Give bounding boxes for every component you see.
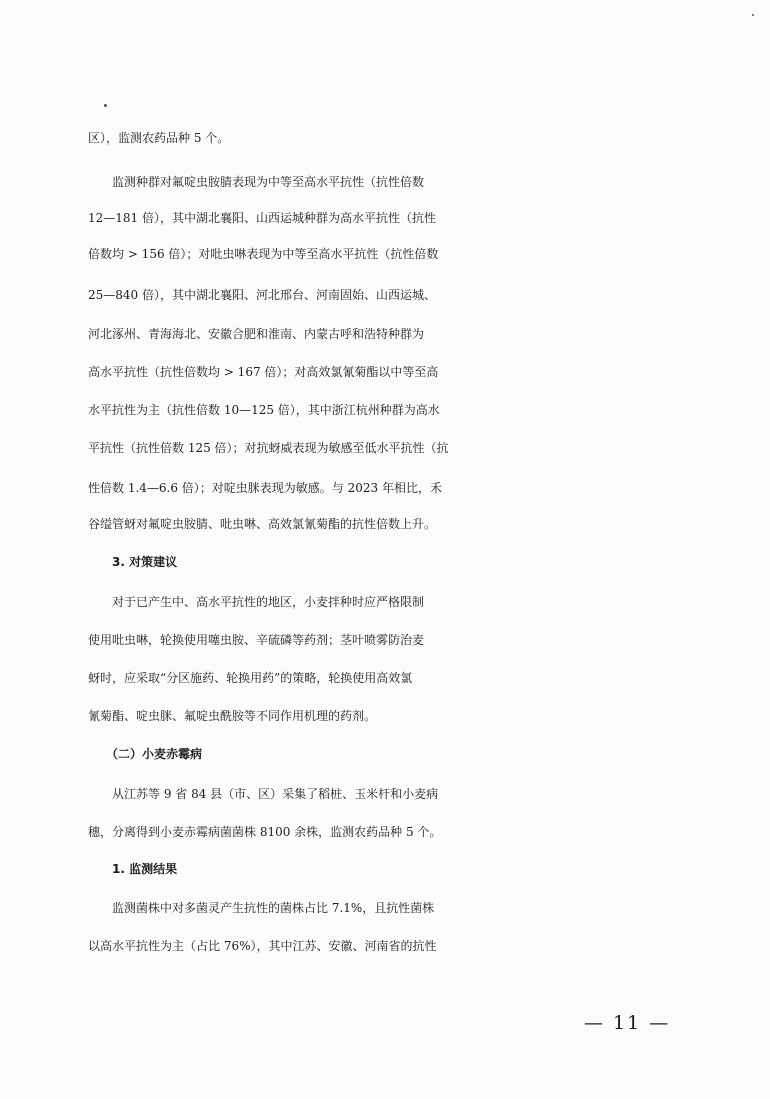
section-heading: 3. 对策建议: [88, 555, 178, 569]
body-line: 穗，分离得到小麦赤霉病菌菌株 8100 余株，监测农药品种 5 个。: [88, 825, 442, 839]
body-line: 高水平抗性（抗性倍数均 > 167 倍）；对高效氯氰菊酯以中等至高: [88, 365, 439, 379]
section-heading: （二）小麦赤霉病: [88, 747, 203, 761]
body-line: 以高水平抗性为主（占比 76%），其中江苏、安徽、河南省的抗性: [88, 939, 437, 953]
body-line: 蚜时，应采取“分区施药、轮换用药”的策略，轮换使用高效氯: [88, 671, 413, 685]
body-line: 氰菊酯、啶虫脒、氟啶虫酰胺等不同作用机理的药剂。: [88, 709, 377, 723]
section-heading: 1. 监测结果: [88, 862, 178, 876]
body-line: 水平抗性为主（抗性倍数 10—125 倍），其中浙江杭州种群为高水: [88, 403, 440, 417]
body-line: 12—181 倍），其中湖北襄阳、山西运城种群为高水平抗性（抗性: [88, 211, 436, 225]
body-line: 区），监测农药品种 5 个。: [88, 131, 230, 145]
scan-speck: [752, 14, 754, 16]
body-line: 监测种群对氟啶虫胺腈表现为中等至高水平抗性（抗性倍数: [88, 175, 425, 189]
body-line: 河北涿州、青海海北、安徽合肥和淮南、内蒙古呼和浩特种群为: [88, 327, 425, 341]
body-line: 倍数均 > 156 倍）；对吡虫啉表现为中等至高水平抗性（抗性倍数: [88, 247, 439, 261]
body-line: 监测菌株中对多菌灵产生抗性的菌株占比 7.1%，且抗性菌株: [88, 901, 435, 915]
body-line: 使用吡虫啉，轮换使用噻虫胺、辛硫磷等药剂；茎叶喷雾防治麦: [88, 633, 425, 647]
body-line: 性倍数 1.4—6.6 倍）；对啶虫脒表现为敏感。与 2023 年相比，禾: [88, 481, 442, 495]
body-line: 对于已产生中、高水平抗性的地区，小麦拌种时应严格限制: [88, 595, 425, 609]
body-line: 谷缢管蚜对氟啶虫胺腈、吡虫啉、高效氯氰菊酯的抗性倍数上升。: [88, 517, 437, 531]
body-line: 从江苏等 9 省 84 县（市、区）采集了稻桩、玉米杆和小麦病: [88, 787, 439, 801]
page-number: — 11 —: [584, 1012, 671, 1034]
scan-speck: [104, 104, 107, 107]
body-line: 平抗性（抗性倍数 125 倍）；对抗蚜威表现为敏感至低水平抗性（抗: [88, 441, 449, 455]
body-line: 25—840 倍），其中湖北襄阳、河北邢台、河南固始、山西运城、: [88, 288, 436, 302]
